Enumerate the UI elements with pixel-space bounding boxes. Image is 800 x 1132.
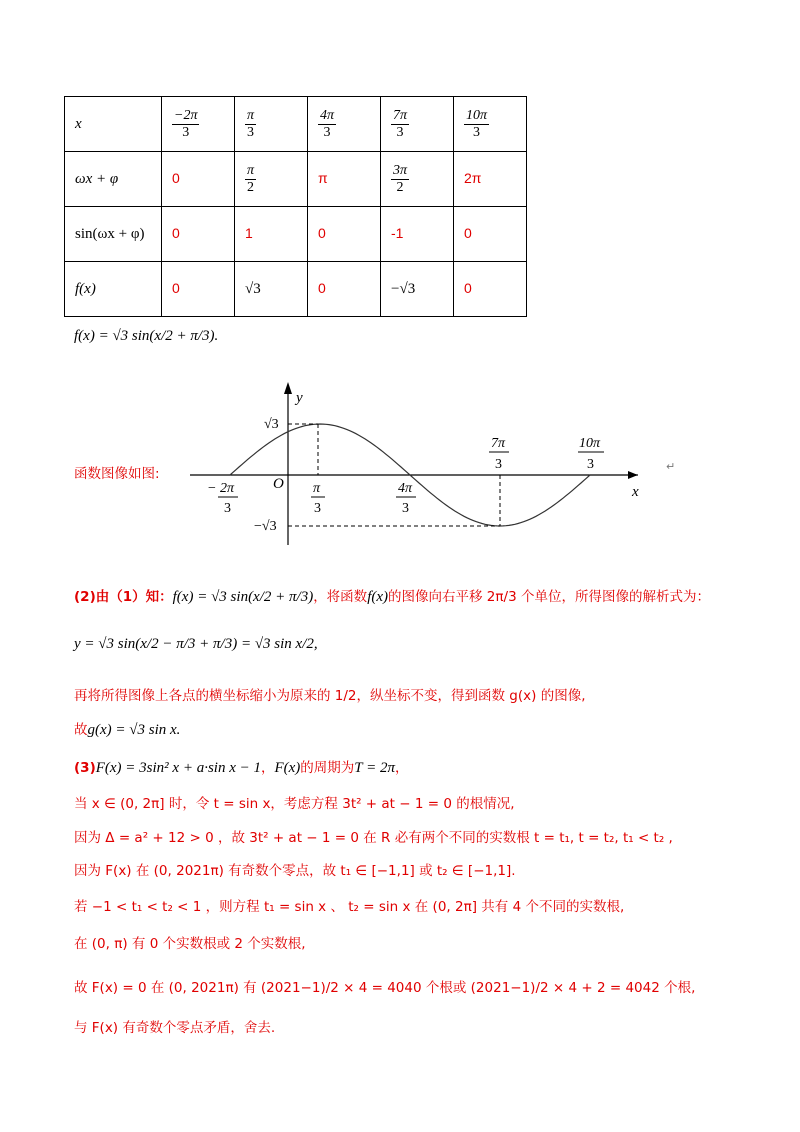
y-min-label: −√3 [254, 519, 277, 534]
table-cell: 0 [162, 207, 235, 262]
part2-line3: 再将所得图像上各点的横坐标缩小为原来的 1/2，纵坐标不变，得到函数 g(x) 的图像, [74, 688, 586, 704]
return-mark: ↵ [666, 460, 676, 473]
table-cell: 1 [235, 207, 308, 262]
tick-label [489, 436, 509, 472]
part3-line5: 若 −1 < t₁ < t₂ < 1 ，则方程 t₁ = sin x 、 t₂ = sin x 在 (0, 2π] 共有 4 个不同的实数根, [74, 899, 625, 915]
table-cell: 2π [454, 152, 527, 207]
table-cell: $\frac{3\pi}{2}$ [381, 152, 454, 207]
svg-text:π: π [313, 481, 321, 496]
table-cell: 0 [162, 262, 235, 317]
svg-text:10π: 10π [579, 436, 601, 451]
svg-text:2π: 2π [220, 481, 235, 496]
svg-text:3: 3 [314, 501, 321, 516]
table-cell: $\frac{4\pi}{3}$ [308, 97, 381, 152]
table-cell: ωx + φ [65, 152, 162, 207]
table-row [65, 152, 527, 207]
values-table [64, 96, 527, 317]
x-axis-arrow-icon [628, 471, 638, 479]
table-cell: 0 [308, 207, 381, 262]
tick-label [396, 481, 416, 516]
table-row [65, 207, 527, 262]
y-axis-arrow-icon [284, 382, 292, 394]
svg-text:4π: 4π [398, 481, 413, 496]
table-cell: $\frac{\pi}{2}$ [235, 152, 308, 207]
table-cell: √3 [235, 262, 308, 317]
part2-line2: y = √3 sin(x/2 − π/3 + π/3) = √3 sin x/2, [74, 636, 318, 652]
table-cell: 0 [454, 207, 527, 262]
x-axis-label: x [632, 484, 639, 500]
table-cell: −√3 [381, 262, 454, 317]
table-cell: 0 [454, 262, 527, 317]
part3-line8: 与 F(x) 有奇数个零点矛盾，舍去. [74, 1020, 276, 1036]
tick-label [578, 436, 604, 472]
svg-text:3: 3 [587, 457, 594, 472]
table-cell: 0 [308, 262, 381, 317]
part2-line4: 故g(x) = √3 sin x. [74, 722, 181, 738]
table-cell: f(x) [65, 262, 162, 317]
part3-line7: 故 F(x) = 0 在 (0, 2021π) 有 (2021−1)/2 × 4 = 4040 个根或 (2021−1)/2 × 4 + 2 = 4042 个根, [74, 980, 696, 996]
part2-line1: (2)由（1）知：f(x) = √3 sin(x/2 + π/3)，将函数f(x)的图像向右平移 2π/3 个单位，所得图像的解析式为： [74, 589, 710, 605]
svg-text:7π: 7π [491, 436, 506, 451]
y-max-label: √3 [264, 417, 279, 432]
part3-line3: 因为 Δ = a² + 12 > 0 ，故 3t² + at − 1 = 0 在 R 必有两个不同的实数根 t = t₁, t = t₂, t₁ < t₂ , [74, 830, 673, 846]
table-cell: 0 [162, 152, 235, 207]
table-cell: x [65, 97, 162, 152]
svg-text:−: − [208, 481, 216, 496]
table-cell: $\frac{10\pi}{3}$ [454, 97, 527, 152]
part3-line6: 在 (0, π) 有 0 个实数根或 2 个实数根, [74, 936, 306, 952]
table-cell: sin(ωx + φ) [65, 207, 162, 262]
part3-line4: 因为 F(x) 在 (0, 2021π) 有奇数个零点，故 t₁ ∈ [−1,1] 或 t₂ ∈ [−1,1]. [74, 863, 516, 879]
tick-label [311, 481, 325, 516]
sine-graph [190, 380, 690, 550]
table-cell: $\frac{\pi}{3}$ [235, 97, 308, 152]
y-axis-label: y [296, 390, 303, 406]
part3-line1: (3)F(x) = 3sin² x + a·sin x − 1，F(x)的周期为T = 2π， [74, 760, 409, 776]
formula-fx: f(x) = √3 sin(x/2 + π/3). [74, 328, 219, 344]
graph-caption: 函数图像如图: [74, 466, 160, 482]
table-cell: $\frac{-2\pi}{3}$ [162, 97, 235, 152]
table-cell: π [308, 152, 381, 207]
tick-label [208, 481, 238, 516]
table-cell: $\frac{7\pi}{3}$ [381, 97, 454, 152]
table-row [65, 97, 527, 152]
svg-text:3: 3 [402, 501, 409, 516]
table-row [65, 262, 527, 317]
svg-text:3: 3 [495, 457, 502, 472]
part3-line2: 当 x ∈ (0, 2π] 时，令 t = sin x，考虑方程 3t² + at − 1 = 0 的根情况, [74, 796, 515, 812]
svg-text:3: 3 [224, 501, 231, 516]
table-cell: -1 [381, 207, 454, 262]
origin-label: O [273, 476, 284, 492]
